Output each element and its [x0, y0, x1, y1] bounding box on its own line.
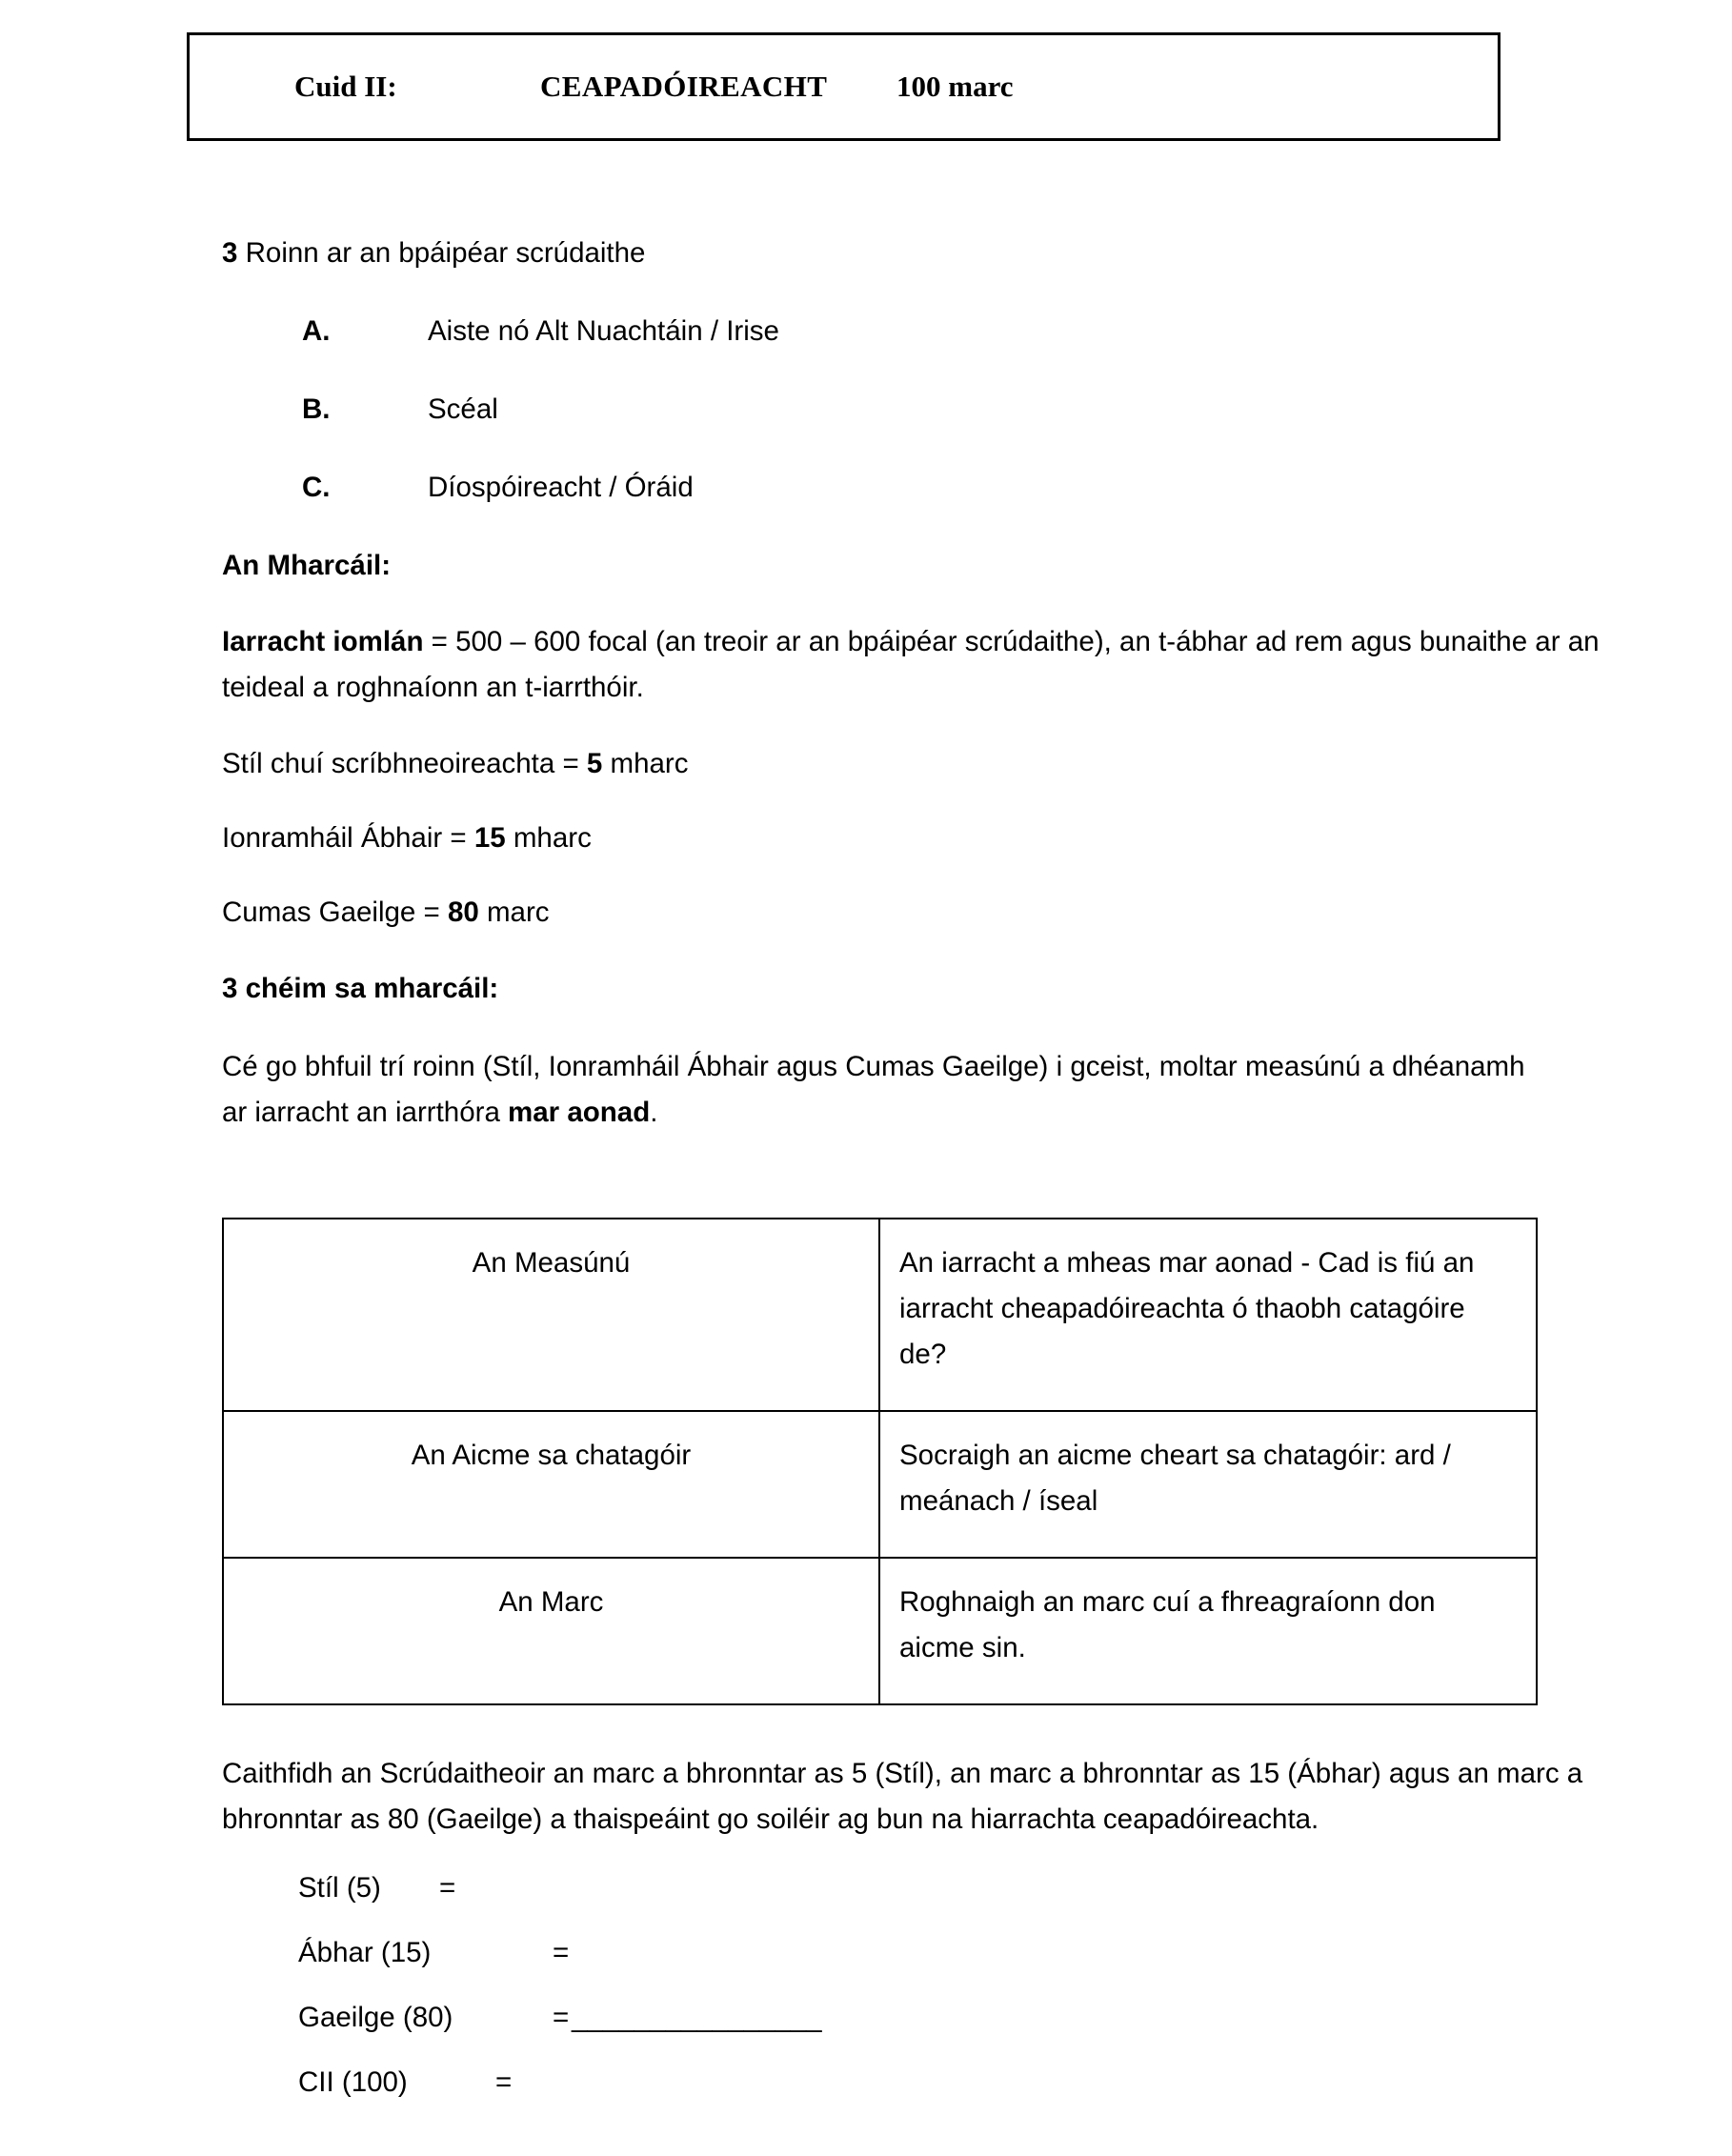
marks-equals-cii: =: [495, 2066, 513, 2098]
header-title: CEAPADÓIREACHT: [540, 70, 828, 103]
option-label-a: Aiste nó Alt Nuachtáin / Irise: [428, 315, 779, 347]
stil-line: [222, 741, 689, 787]
option-label-b: Scéal: [428, 393, 498, 425]
ionramhail-value: 15: [473, 822, 506, 854]
ionramhail-line: [222, 816, 592, 861]
stil-suffix: mharc: [602, 748, 689, 779]
marks-underline-gaeilge[interactable]: ________________: [572, 2002, 822, 2033]
cumas-prefix: Cumas Gaeilge =: [222, 897, 448, 928]
marks-label-abhar: Ábhar (15): [298, 1937, 432, 1968]
table-cell-step: An Marc: [223, 1558, 879, 1704]
marks-equals-gaeilge: =: [553, 2002, 570, 2033]
iarracht-label: Iarracht iomlán: [222, 626, 424, 657]
header-row: [190, 35, 1498, 138]
steps-paragraph-emphasis: mar aonad: [508, 1097, 651, 1128]
marks-label-gaeilge: Gaeilge (80): [298, 2002, 453, 2033]
section-heading-text: Roinn ar an bpáipéar scrúdaithe: [237, 237, 646, 269]
header-part-label: Cuid II:: [294, 70, 397, 103]
cumas-suffix: marc: [478, 897, 550, 928]
option-label-c: Díospóireacht / Óráid: [428, 472, 694, 503]
marks-equals-abhar: =: [553, 1937, 570, 1968]
cumas-line: [222, 890, 550, 936]
table-cell-description: Roghnaigh an marc cuí a fhreagraíonn don aicme sin.: [879, 1558, 1537, 1704]
marks-equals-stil: =: [439, 1872, 456, 1904]
ionramhail-prefix: Ionramháil Ábhair =: [222, 822, 474, 854]
steps-paragraph-suffix: .: [650, 1097, 658, 1128]
table-cell-description: Socraigh an aicme cheart sa chatagóir: ard / meánach / íseal: [879, 1411, 1537, 1558]
iarracht-text: = 500 – 600 focal (an treoir ar an bpáipéar scrúdaithe), an t-ábhar ad rem agus bunaithe ar an teideal a roghnaíonn an t-iarrthóir.: [222, 626, 1600, 703]
table-row: [223, 1411, 1537, 1558]
steps-heading: 3 chéim sa mharcáil:: [222, 973, 499, 1004]
footer-instruction: Caithfidh an Scrúdaitheoir an marc a bhronntar as 5 (Stíl), an marc a bhronntar as 15 (Ábhar) agus an marc a bhronntar as 80 (Gaeilge) a thaispeáint go soiléir ag bun na hiarrachta ceapadóireachta.: [222, 1758, 1583, 1835]
table-cell-step: An Measúnú: [223, 1219, 879, 1411]
ionramhail-suffix: mharc: [505, 822, 592, 854]
option-letter-c: C.: [302, 472, 331, 503]
table-cell-step: An Aicme sa chatagóir: [223, 1411, 879, 1558]
iarracht-paragraph: [222, 619, 1651, 711]
marks-label-cii: CII (100): [298, 2066, 408, 2098]
marks-label-stil: Stíl (5): [298, 1872, 381, 1904]
section-number: 3: [222, 237, 238, 269]
table-row: [223, 1558, 1537, 1704]
marking-steps-table: [222, 1218, 1538, 1705]
stil-prefix: Stíl chuí scríbhneoireachta =: [222, 748, 587, 779]
steps-paragraph: [222, 1044, 1556, 1136]
header-marks: 100 marc: [896, 70, 1014, 103]
option-letter-a: A.: [302, 315, 331, 347]
table-cell-description: An iarracht a mheas mar aonad - Cad is fiú an iarracht cheapadóireachta ó thaobh catagóire de?: [879, 1219, 1537, 1411]
section-heading: [222, 231, 645, 276]
steps-paragraph-prefix: Cé go bhfuil trí roinn (Stíl, Ionramháil Ábhair agus Cumas Gaeilge) i gceist, moltar measúnú a dhéanamh ar iarracht an iarrthóra: [222, 1051, 1525, 1128]
header-box: [187, 32, 1500, 141]
table-row: [223, 1219, 1537, 1411]
cumas-value: 80: [447, 897, 479, 928]
marking-heading: An Mharcáil:: [222, 550, 392, 581]
option-letter-b: B.: [302, 393, 331, 425]
stil-value: 5: [586, 748, 603, 779]
